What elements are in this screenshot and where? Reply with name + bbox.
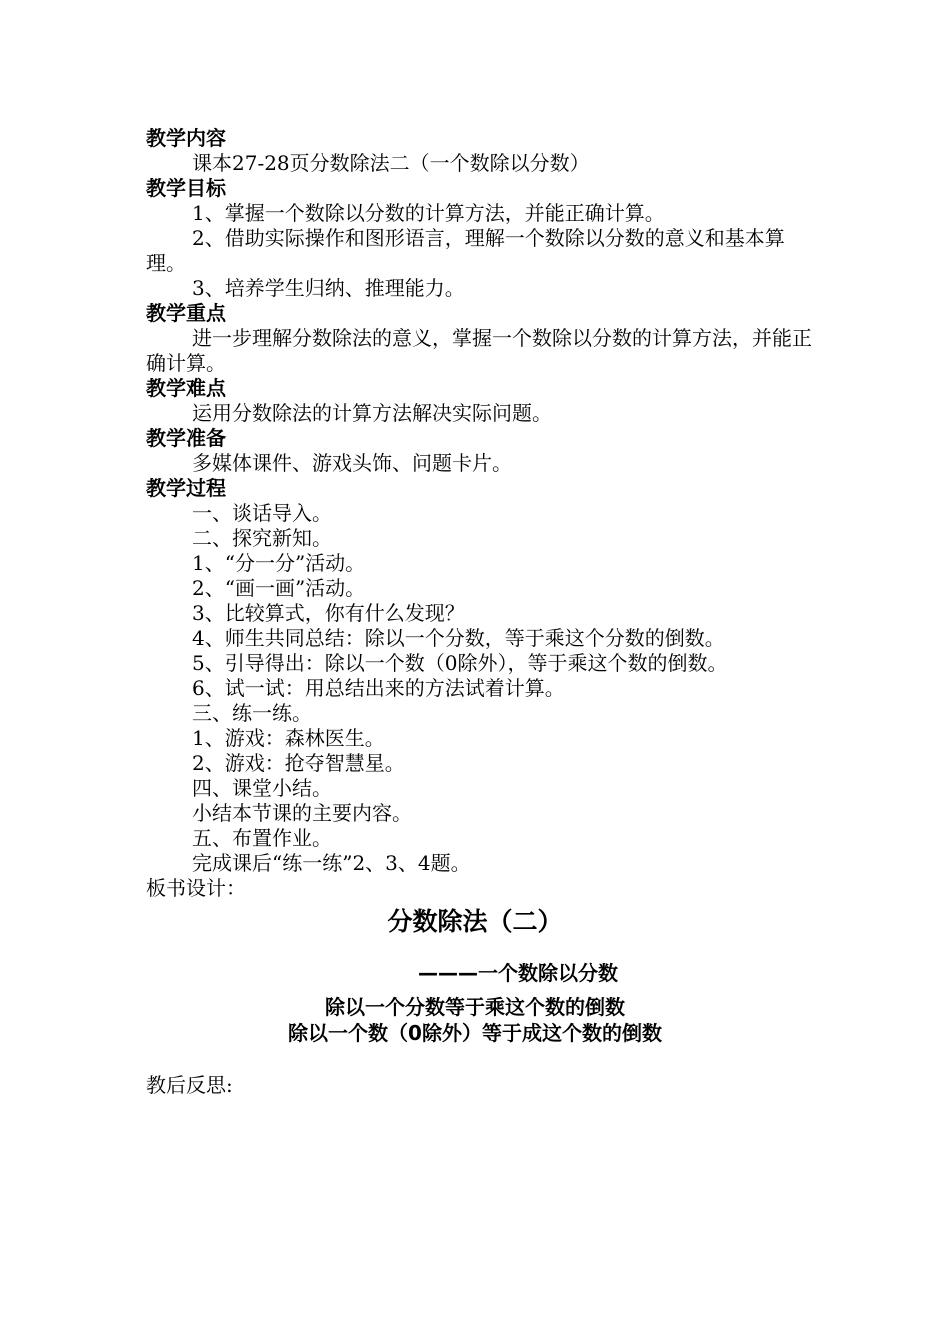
goal-item-2: 2、借助实际操作和图形语言，理解一个数除以分数的意义和基本算理。: [146, 226, 785, 275]
process-line: 五、布置作业。: [192, 826, 332, 850]
difficulties-text: 运用分数除法的计算方法解决实际问题。: [192, 401, 552, 425]
content-heading: 教学内容: [146, 126, 226, 150]
process-line: 3、比较算式，你有什么发现？: [192, 601, 465, 625]
board-design-label: 板书设计：: [146, 876, 246, 900]
goal-item-3: 3、培养学生归纳、推理能力。: [192, 276, 465, 300]
board-rule-1: 除以一个分数等于乘这个数的倒数: [325, 995, 625, 1019]
process-line: 三、练一练。: [192, 701, 312, 725]
process-line: 1、游戏：森林医生。: [192, 726, 385, 750]
lesson-plan: [146, 126, 816, 901]
process-line: 小结本节课的主要内容。: [192, 801, 412, 825]
process-line: 4、师生共同总结：除以一个分数，等于乘这个分数的倒数。: [192, 626, 725, 650]
process-line: 一、谈话导入。: [192, 501, 332, 525]
process-line: 2、“画一画”活动。: [192, 576, 366, 600]
preparation-text: 多媒体课件、游戏头饰、问题卡片。: [192, 451, 512, 475]
key-points-text: 进一步理解分数除法的意义，掌握一个数除以分数的计算方法，并能正确计算。: [146, 326, 812, 375]
key-points-heading: 教学重点: [146, 301, 226, 325]
process-line: 6、试一试：用总结出来的方法试着计算。: [192, 676, 565, 700]
difficulties-heading: 教学难点: [146, 376, 226, 400]
process-line: 5、引导得出：除以一个数（0除外），等于乘这个数的倒数。: [192, 651, 728, 675]
content-text: 课本27-28页分数除法二（一个数除以分数）: [192, 151, 590, 175]
process-line: 二、探究新知。: [192, 526, 332, 550]
process-line: 2、游戏：抢夺智慧星。: [192, 751, 405, 775]
board-title: 分数除法（二）: [387, 907, 563, 936]
board-subtitle: ———一个数除以分数: [418, 961, 618, 985]
goal-item-1: 1、掌握一个数除以分数的计算方法，并能正确计算。: [192, 201, 665, 225]
reflection-label: 教后反思:: [146, 1073, 233, 1097]
process-heading: 教学过程: [146, 476, 226, 500]
process-line: 四、课堂小结。: [192, 776, 332, 800]
preparation-heading: 教学准备: [146, 426, 226, 450]
goals-heading: 教学目标: [146, 176, 226, 200]
process-line: 完成课后“练一练”2、3、4题。: [192, 851, 471, 875]
board-rule-2: 除以一个数（0除外）等于成这个数的倒数: [288, 1021, 662, 1045]
process-line: 1、“分一分”活动。: [192, 551, 366, 575]
